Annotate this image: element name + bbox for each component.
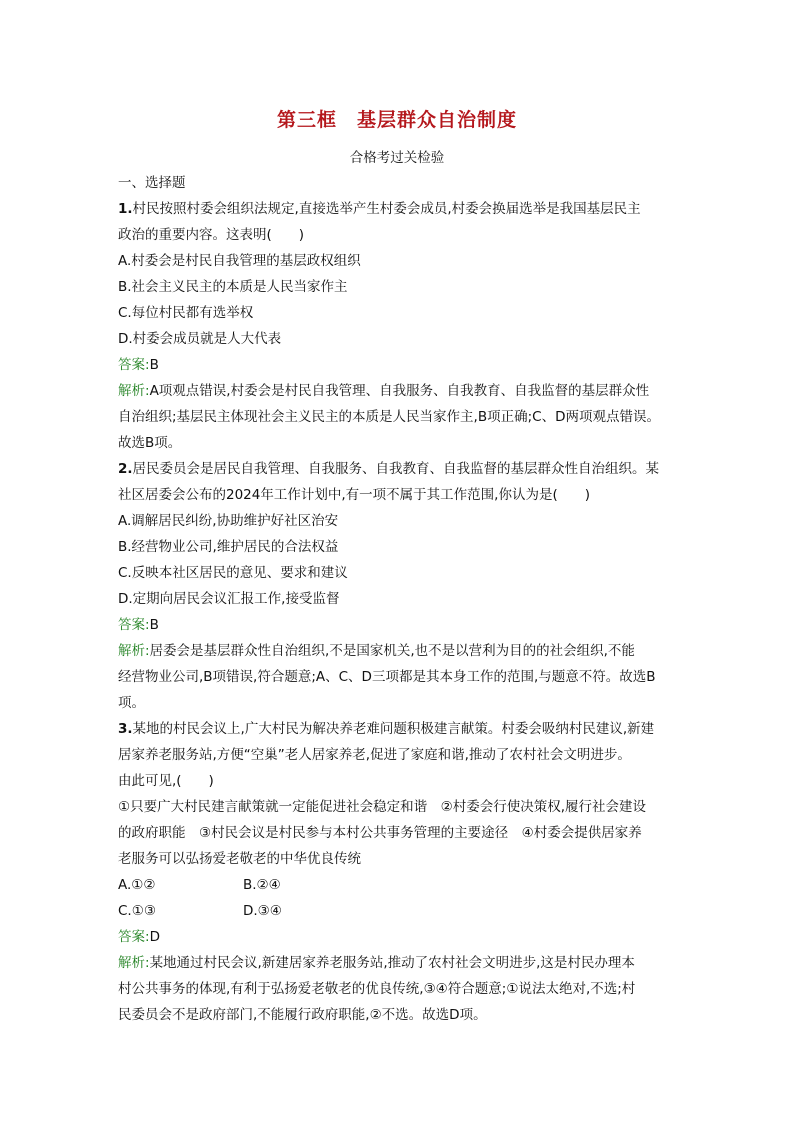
answer-line [118, 352, 688, 378]
explanation-text: 经营物业公司,B项错误,符合题意;A、C、D三项都是其本身工作的范围,与题意不符。故选B [118, 669, 656, 685]
explanation-line [118, 638, 688, 664]
question-stem-line: 居家养老服务站,方便“空巢”老人居家养老,促进了家庭和谐,推动了农村社会文明进步。 [118, 747, 631, 763]
option-b: B.②④ [243, 877, 281, 893]
answer-label: 答案: [118, 617, 150, 633]
option-c: C.反映本社区居民的意见、要求和建议 [118, 565, 348, 581]
answer-value: B [149, 617, 159, 633]
question-2 [118, 456, 688, 716]
answer-label: 答案: [118, 929, 150, 945]
explanation-line [118, 378, 688, 404]
answer-value: D [149, 929, 160, 945]
option-a: A.调解居民纠纷,协助维护好社区治安 [118, 513, 339, 529]
explanation-label: 解析: [118, 383, 150, 399]
question-stem-line: 居民委员会是居民自我管理、自我服务、自我教育、自我监督的基层群众性自治组织。某 [132, 461, 660, 477]
statement-line: 老服务可以弘扬爱老敬老的中华优良传统 [118, 851, 361, 867]
question-number: 3. [118, 721, 133, 737]
section-heading: 一、选择题 [118, 175, 186, 191]
question-stem-line: 社区居委会公布的2024年工作计划中,有一项不属于其工作范围,你认为是( ) [118, 487, 590, 503]
option-b: B.社会主义民主的本质是人民当家作主 [118, 279, 348, 295]
option-c: C.①③ [118, 903, 156, 919]
question-1 [118, 196, 688, 456]
answer-line [118, 924, 688, 950]
question-stem-line: 某地的村民会议上,广大村民为解决养老难问题积极建言献策。村委会吸纳村民建议,新建 [132, 721, 655, 737]
option-b: B.经营物业公司,维护居民的合法权益 [118, 539, 339, 555]
explanation-text: A项观点错误,村委会是村民自我管理、自我服务、自我教育、自我监督的基层群众性 [149, 383, 650, 399]
question-stem-line: 由此可见,( ) [118, 773, 214, 789]
question-stem-line: 政治的重要内容。这表明( ) [118, 227, 305, 243]
option-a: A.①② [118, 877, 156, 893]
answer-value: B [149, 357, 159, 373]
explanation-text: 项。 [118, 695, 145, 711]
content-body [118, 170, 688, 1028]
explanation-line [118, 950, 688, 976]
explanation-text: 自治组织;基层民主体现社会主义民主的本质是人民当家作主,B项正确;C、D两项观点错误。 [118, 409, 660, 425]
option-d: D.村委会成员就是人大代表 [118, 331, 282, 347]
explanation-label: 解析: [118, 643, 150, 659]
explanation-label: 解析: [118, 955, 150, 971]
option-a: A.村委会是村民自我管理的基层政权组织 [118, 253, 361, 269]
question-number: 2. [118, 461, 133, 477]
options-row [118, 872, 688, 898]
options-row [118, 898, 688, 924]
answer-label: 答案: [118, 357, 150, 373]
option-d: D.③④ [243, 903, 282, 919]
question-stem-line: 村民按照村委会组织法规定,直接选举产生村委会成员,村委会换届选举是我国基层民主 [132, 201, 641, 217]
explanation-text: 居委会是基层群众性自治组织,不是国家机关,也不是以营利为目的的社会组织,不能 [149, 643, 635, 659]
explanation-text: 故选B项。 [118, 435, 182, 451]
question-number: 1. [118, 201, 133, 217]
option-c: C.每位村民都有选举权 [118, 305, 254, 321]
statement-line: ①只要广大村民建言献策就一定能促进社会稳定和谐 ②村委会行使决策权,履行社会建设 [118, 799, 646, 815]
explanation-text: 村公共事务的体现,有利于弘扬爱老敬老的优良传统,③④符合题意;①说法太绝对,不选;村 [118, 981, 636, 997]
statement-line: 的政府职能 ③村民会议是村民参与本村公共事务管理的主要途径 ④村委会提供居家养 [118, 825, 642, 841]
page-subtitle: 合格考过关检验 [349, 150, 445, 166]
question-3 [118, 716, 688, 1028]
explanation-text: 某地通过村民会议,新建居家养老服务站,推动了农村社会文明进步,这是村民办理本 [149, 955, 635, 971]
explanation-text: 民委员会不是政府部门,不能履行政府职能,②不选。故选D项。 [118, 1007, 487, 1023]
answer-line [118, 612, 688, 638]
option-d: D.定期向居民会议汇报工作,接受监督 [118, 591, 340, 607]
page-title: 第三框 基层群众自治制度 [276, 109, 517, 131]
